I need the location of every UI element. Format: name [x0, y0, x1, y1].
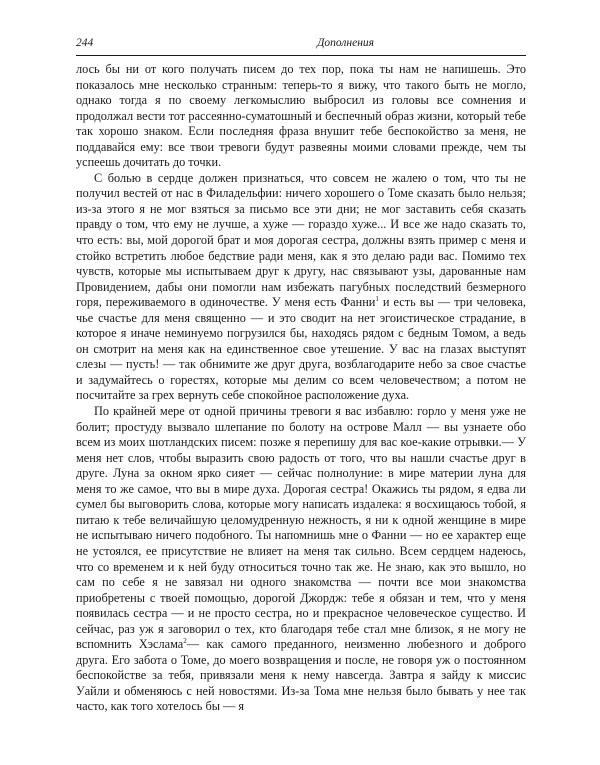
- footnote-ref-2[interactable]: 2: [183, 637, 187, 646]
- paragraph-2-part-1: С болью в сердце должен признаться, что совсем не жалею о том, что ты не получил вестей от нас в Филадельфии: ничего хорошего о Томе сказать было нельзя; из-за этого я не мог взяться за письмо все эти дни; не мог заставить себя сказать правду о том, что ему не лучше, а хуже — гораздо хуже... И все же надо сказать то, что есть: вы, мой дорогой брат и моя дорогая сестра, должны взять пример с меня и стойко встретить любое бедствие ради меня, как я это делаю ради вас. Помимо тех чувств, которые мы испытываем друг к другу, нас связывают узы, дарованные нам Провидением, дабы они помогли нам избежать пагубных последствий безмерного горя, переживаемого в одиночестве. У меня есть Фанни: [76, 170, 526, 310]
- header-rule: [76, 55, 526, 56]
- section-title: Дополнения: [317, 37, 374, 49]
- paragraph-3: [76, 404, 526, 715]
- page-body: [76, 62, 526, 715]
- paragraph-1: лось бы ни от кого получать писем до тех пор, пока ты нам не напишешь. Это показалось мне несколько странным: теперь-то я вижу, что такого быть не могло, однако тогда я по своему легкомыслию выбросил из головы все сомнения и продолжал вести тот рассеянно-суматошный и беспечный образ жизни, который тебе так хорошо знаком. Если последняя фраза внушит тебе беспокойство за меня, не поддавайся ему: все твои тревоги будут развеяны моими словами прежде, чем ты успеешь дочитать до точки.: [76, 62, 526, 170]
- page-number: 244: [76, 37, 94, 49]
- footnote-ref-1[interactable]: 1: [375, 295, 379, 304]
- paragraph-3-part-1: По крайней мере от одной причины тревоги я вас избавлю: горло у меня уже не болит; простуду вызвало шлепание по болоту на острове Малл — вы узнаете обо всем из моих шотландских писем: позже я перепишу для вас кое-какие отрывки.— У меня нет слов, чтобы выразить свою радость от того, что вы нашли счастье друг в друге. Луна за окном ярко сияет — сейчас полнолуние: в мире материи луна для меня то же самое, что вы в мире духа. Дорогая сестра! Окажись ты рядом, я едва ли сумел бы выговорить слова, которые могу написать издалека: я восхищаюсь тобой, я питаю к тебе величайшую целомудренную нежность, я ни к одной женщине в мире не испытываю ничего подобного. Ты напомнишь мне о Фанни — но ее характер еще не устоялся, ее присутствие не влияет на меня так сильно. Всем сердцем надеюсь, что со временем и к ней буду относиться точно так же. Не знаю, как это вышло, но сам по себе я не завязал ни одного знакомства — почти все мои знакомства приобретены с твоей помощью, дорогой Джордж: тебе я обязан и тем, что у меня появилась сестра — и не просто сестра, но и прекрасное человеческое существо. И сейчас, раз уж я заговорил о тех, кто благодаря тебе стал мне близок, я не могу не вспомнить Хэслама: [76, 404, 526, 652]
- paragraph-2-part-2: и есть вы — три человека, чье счастье для меня священно — и это сводит на нет эгоистическое страдание, в которое я иначе неминуемо погрузился бы, находясь рядом с бедным Томом, а ведь он смотрит на меня как на единственное свое утешение. У вас на глазах выступят слезы — пусть! — так обнимите же друг друга, возблагодарите небо за свое счастье и задумайтесь о горестях, которые мы делим со всем человечеством; а потом не посчитайте за грех вернуть себе спокойное расположение духа.: [76, 295, 526, 403]
- paragraph-3-part-2: — как самого преданного, неизменно любезного и доброго друга. Его забота о Томе, до моего возвращения и после, не говоря уж о постоянном беспокойстве за тебя, привязали меня к нему навсегда. Завтра я зайду к миссис Уайли и обменяюсь с ней новостями. Из-за Тома мне нельзя было бывать у нее так часто, как того хотелось бы — я: [76, 637, 526, 714]
- book-page: [76, 36, 526, 715]
- paragraph-2: [76, 171, 526, 404]
- running-header: [76, 36, 526, 55]
